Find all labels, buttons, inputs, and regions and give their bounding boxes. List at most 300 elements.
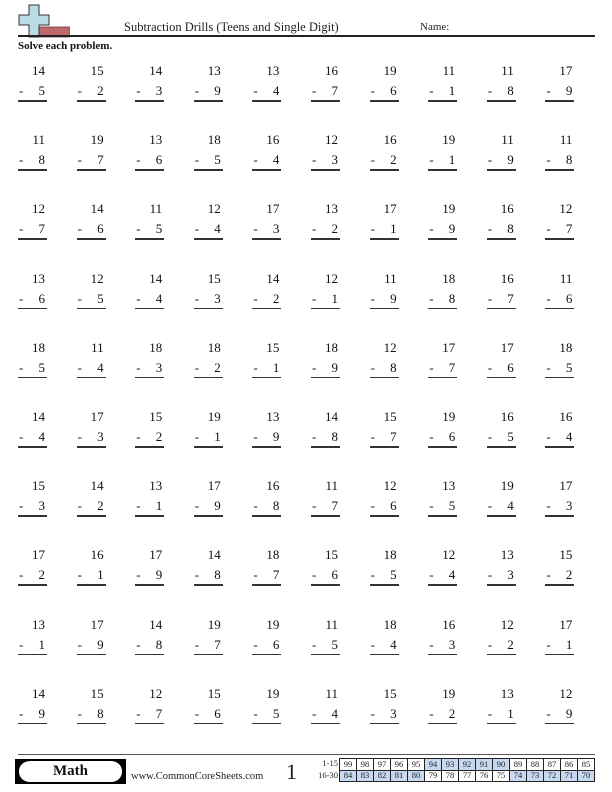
- subtrahend: 5: [272, 705, 280, 721]
- answer-line[interactable]: [77, 169, 106, 171]
- score-cell: 87: [544, 759, 561, 771]
- minus-sign: -: [487, 221, 493, 237]
- answer-line[interactable]: [487, 654, 516, 656]
- problem: [252, 548, 282, 596]
- subtrahend: 6: [390, 498, 397, 514]
- minuend: 17: [32, 547, 45, 563]
- score-cell: 86: [561, 759, 578, 771]
- minuend: 19: [442, 132, 456, 148]
- minuend: 12: [383, 339, 397, 355]
- subtrahend: 6: [390, 83, 397, 98]
- minuend: 15: [266, 339, 280, 355]
- problem: [545, 548, 575, 596]
- minuend: 12: [32, 201, 45, 217]
- answer-line[interactable]: [487, 169, 516, 171]
- problem: [428, 479, 458, 527]
- answer-line[interactable]: [194, 584, 223, 586]
- problem: [487, 410, 517, 458]
- subtrahend: 7: [390, 429, 397, 444]
- answer-line[interactable]: [18, 238, 47, 240]
- minuend: 12: [207, 201, 221, 217]
- subtrahend: 4: [272, 152, 280, 168]
- answer-line[interactable]: [370, 584, 399, 586]
- answer-line[interactable]: [77, 515, 106, 517]
- answer-line[interactable]: [77, 100, 106, 102]
- minuend: 19: [500, 478, 514, 494]
- answer-line[interactable]: [18, 446, 47, 448]
- instructions: Solve each problem.: [18, 40, 113, 52]
- answer-line[interactable]: [194, 169, 223, 171]
- answer-line[interactable]: [135, 100, 164, 102]
- answer-line[interactable]: [311, 377, 340, 379]
- minus-sign: -: [253, 152, 258, 168]
- answer-line[interactable]: [18, 169, 47, 171]
- problem: [135, 272, 165, 320]
- problem: [311, 64, 341, 112]
- answer-line[interactable]: [311, 446, 340, 448]
- answer-line[interactable]: [487, 377, 516, 379]
- problem: [311, 548, 341, 596]
- answer-line[interactable]: [370, 308, 399, 310]
- answer-line[interactable]: [252, 238, 281, 240]
- minuend: 17: [559, 63, 573, 78]
- subtrahend: 2: [331, 221, 338, 237]
- math-pill: [19, 761, 122, 782]
- answer-line[interactable]: [428, 377, 457, 379]
- minuend: 18: [207, 339, 221, 355]
- answer-line[interactable]: [135, 723, 164, 725]
- subtrahend: 2: [448, 705, 456, 721]
- problem: [135, 479, 165, 527]
- subtrahend: 9: [214, 498, 221, 514]
- answer-line[interactable]: [428, 238, 457, 240]
- minus-sign: -: [370, 290, 375, 306]
- answer-line[interactable]: [194, 100, 223, 102]
- problem: [545, 618, 575, 666]
- answer-line[interactable]: [18, 515, 47, 517]
- minus-sign: -: [77, 221, 82, 237]
- minuend: 11: [91, 339, 104, 355]
- answer-line[interactable]: [194, 654, 223, 656]
- subtrahend: 3: [565, 498, 573, 514]
- answer-line[interactable]: [487, 100, 516, 102]
- subtrahend: 4: [448, 567, 456, 583]
- problem: [487, 618, 517, 666]
- minus-sign: -: [19, 705, 24, 721]
- subtrahend: 9: [331, 359, 338, 375]
- subtrahend: 1: [390, 221, 397, 237]
- subtrahend: 7: [448, 359, 456, 375]
- subtrahend: 9: [155, 567, 163, 583]
- answer-line[interactable]: [135, 584, 164, 586]
- answer-line[interactable]: [487, 723, 516, 725]
- problem: [487, 202, 517, 250]
- answer-line[interactable]: [370, 377, 399, 379]
- answer-line[interactable]: [428, 169, 457, 171]
- minus-sign: -: [77, 290, 82, 306]
- minus-sign: -: [194, 290, 200, 306]
- subtrahend: 8: [38, 152, 45, 168]
- answer-line[interactable]: [311, 238, 340, 240]
- answer-line[interactable]: [370, 446, 399, 448]
- answer-line[interactable]: [77, 446, 106, 448]
- subtrahend: 7: [272, 567, 280, 583]
- minus-sign: -: [312, 83, 317, 98]
- subtrahend: 4: [507, 498, 514, 514]
- minuend: 14: [325, 409, 338, 424]
- name-field-label: Name:: [420, 21, 450, 33]
- score-cell: 81: [391, 770, 408, 782]
- minuend: 15: [149, 409, 163, 424]
- minus-sign: -: [136, 152, 141, 168]
- answer-line[interactable]: [311, 723, 340, 725]
- answer-line[interactable]: [487, 584, 516, 586]
- subtrahend: 7: [155, 705, 163, 721]
- answer-line[interactable]: [135, 654, 164, 656]
- score-row-labels: [312, 758, 338, 781]
- answer-line[interactable]: [428, 723, 457, 725]
- minus-sign: -: [77, 152, 82, 168]
- subtrahend: 5: [448, 498, 456, 514]
- minus-sign: -: [487, 498, 493, 514]
- score-cell: 84: [340, 770, 357, 782]
- problem: [487, 341, 517, 389]
- answer-line[interactable]: [428, 446, 457, 448]
- minus-sign: -: [312, 359, 317, 375]
- answer-line[interactable]: [545, 723, 574, 725]
- answer-line[interactable]: [135, 446, 164, 448]
- minuend: 13: [442, 478, 456, 494]
- minuend: 18: [325, 339, 338, 355]
- answer-line[interactable]: [370, 100, 399, 102]
- answer-line[interactable]: [252, 515, 281, 517]
- minus-sign: -: [19, 498, 24, 514]
- minus-sign: -: [136, 636, 141, 652]
- answer-line[interactable]: [77, 238, 106, 240]
- minuend: 16: [500, 409, 514, 424]
- subtrahend: 3: [155, 83, 163, 98]
- subtrahend: 8: [155, 636, 163, 652]
- answer-line[interactable]: [370, 169, 399, 171]
- answer-line[interactable]: [311, 308, 340, 310]
- minus-sign: -: [253, 636, 258, 652]
- problem: [135, 64, 165, 112]
- minuend: 17: [500, 339, 514, 355]
- minuend: 19: [442, 409, 456, 424]
- subtrahend: 7: [38, 221, 45, 237]
- minus-sign: -: [370, 705, 375, 721]
- subtrahend: 2: [272, 290, 280, 306]
- problem: [370, 341, 400, 389]
- minus-sign: -: [77, 359, 82, 375]
- minuend: 11: [501, 63, 514, 78]
- answer-line[interactable]: [311, 100, 340, 102]
- problem: [194, 687, 224, 735]
- subtrahend: 4: [565, 429, 573, 444]
- answer-line[interactable]: [18, 723, 47, 725]
- minuend: 13: [500, 547, 514, 563]
- minuend: 13: [266, 63, 280, 78]
- answer-line[interactable]: [545, 238, 574, 240]
- minuend: 13: [266, 409, 280, 424]
- problem: [194, 64, 224, 112]
- minus-sign: -: [370, 429, 375, 444]
- subtrahend: 6: [272, 636, 280, 652]
- minuend: 13: [207, 63, 221, 78]
- minus-sign: -: [312, 498, 317, 514]
- answer-line[interactable]: [252, 100, 281, 102]
- answer-line[interactable]: [252, 584, 281, 586]
- minus-sign: -: [546, 359, 551, 375]
- answer-line[interactable]: [487, 446, 516, 448]
- score-cell: 96: [391, 759, 408, 771]
- answer-line[interactable]: [487, 515, 516, 517]
- minus-sign: -: [19, 636, 24, 652]
- problem: [18, 548, 48, 596]
- score-row-label: 16-30: [318, 769, 338, 780]
- minus-sign: -: [312, 429, 317, 444]
- subtrahend: 8: [97, 705, 104, 721]
- score-cell: 90: [493, 759, 510, 771]
- minuend: 17: [90, 616, 104, 632]
- problem: [545, 341, 575, 389]
- answer-line[interactable]: [545, 654, 574, 656]
- answer-line[interactable]: [135, 169, 164, 171]
- minus-sign: -: [370, 567, 375, 583]
- minus-sign: -: [253, 83, 258, 98]
- problem: [135, 618, 165, 666]
- problem: [370, 410, 400, 458]
- minuend: 18: [383, 547, 397, 563]
- minus-sign: -: [77, 636, 82, 652]
- subtrahend: 7: [97, 152, 104, 168]
- minuend: 17: [559, 616, 573, 632]
- minuend: 15: [90, 685, 104, 701]
- answer-line[interactable]: [370, 723, 399, 725]
- minuend: 15: [383, 685, 397, 701]
- minus-sign: -: [370, 359, 375, 375]
- answer-line[interactable]: [77, 723, 106, 725]
- answer-line[interactable]: [545, 446, 574, 448]
- answer-line[interactable]: [77, 377, 106, 379]
- score-cell: 79: [425, 770, 442, 782]
- minuend: 11: [384, 270, 397, 286]
- answer-line[interactable]: [194, 308, 223, 310]
- answer-line[interactable]: [194, 446, 223, 448]
- answer-line[interactable]: [487, 308, 516, 310]
- answer-line[interactable]: [428, 515, 457, 517]
- problem: [428, 64, 458, 112]
- subtrahend: 8: [507, 83, 514, 98]
- subtrahend: 3: [272, 221, 280, 237]
- answer-line[interactable]: [487, 238, 516, 240]
- answer-line[interactable]: [135, 308, 164, 310]
- minus-sign: -: [136, 567, 141, 583]
- minuend: 17: [442, 339, 456, 355]
- answer-line[interactable]: [194, 515, 223, 517]
- minuend: 19: [442, 201, 456, 217]
- problem: [545, 687, 575, 735]
- minus-sign: -: [194, 498, 200, 514]
- problem: [77, 548, 107, 596]
- subtrahend: 8: [565, 152, 573, 168]
- answer-line[interactable]: [18, 654, 47, 656]
- minus-sign: -: [19, 83, 24, 98]
- minus-sign: -: [19, 429, 24, 444]
- answer-line[interactable]: [545, 515, 574, 517]
- score-row-label: 1-15: [322, 758, 338, 768]
- answer-line[interactable]: [18, 377, 47, 379]
- minuend: 14: [32, 685, 45, 701]
- answer-line[interactable]: [311, 515, 340, 517]
- subtrahend: 8: [272, 498, 280, 514]
- minus-sign: -: [136, 290, 141, 306]
- answer-line[interactable]: [194, 238, 223, 240]
- answer-line[interactable]: [135, 377, 164, 379]
- problem: [252, 272, 282, 320]
- score-cell: 78: [442, 770, 459, 782]
- answer-line[interactable]: [428, 584, 457, 586]
- subtrahend: 8: [214, 567, 221, 583]
- answer-line[interactable]: [311, 654, 340, 656]
- minuend: 16: [325, 63, 338, 78]
- minus-sign: -: [370, 152, 375, 168]
- subtrahend: 1: [214, 429, 221, 444]
- answer-line[interactable]: [18, 100, 47, 102]
- subtrahend: 9: [507, 152, 514, 168]
- minus-sign: -: [429, 152, 434, 168]
- problem: [18, 133, 48, 181]
- score-cell: 75: [493, 770, 510, 782]
- minuend: 13: [325, 201, 338, 217]
- minuend: 16: [500, 201, 514, 217]
- answer-line[interactable]: [77, 584, 106, 586]
- minus-sign: -: [19, 567, 24, 583]
- minus-sign: -: [312, 705, 317, 721]
- answer-line[interactable]: [370, 515, 399, 517]
- answer-line[interactable]: [370, 654, 399, 656]
- subtrahend: 2: [38, 567, 45, 583]
- minus-sign: -: [194, 636, 200, 652]
- problem: [370, 272, 400, 320]
- answer-line[interactable]: [77, 654, 106, 656]
- subtrahend: 9: [565, 83, 573, 98]
- minus-sign: -: [19, 221, 24, 237]
- minus-sign: -: [77, 705, 82, 721]
- subtrahend: 9: [448, 221, 456, 237]
- problem: [252, 618, 282, 666]
- subtrahend: 4: [272, 83, 280, 98]
- minuend: 17: [266, 201, 280, 217]
- answer-line[interactable]: [135, 515, 164, 517]
- answer-line[interactable]: [252, 308, 281, 310]
- minuend: 19: [442, 685, 456, 701]
- problem: [545, 479, 575, 527]
- problem: [428, 272, 458, 320]
- subtrahend: 3: [331, 152, 338, 168]
- problem: [487, 64, 517, 112]
- score-cell: 71: [561, 770, 578, 782]
- subtrahend: 8: [331, 429, 338, 444]
- minuend: 15: [559, 547, 573, 563]
- score-cell: 99: [340, 759, 357, 771]
- minus-sign: -: [194, 429, 200, 444]
- answer-line[interactable]: [194, 377, 223, 379]
- answer-line[interactable]: [311, 584, 340, 586]
- answer-line[interactable]: [428, 654, 457, 656]
- answer-line[interactable]: [545, 100, 574, 102]
- answer-line[interactable]: [311, 169, 340, 171]
- subtrahend: 3: [38, 498, 45, 514]
- minuend: 12: [500, 616, 514, 632]
- score-cell: 70: [578, 770, 595, 782]
- answer-line[interactable]: [545, 169, 574, 171]
- minuend: 19: [266, 616, 280, 632]
- minus-sign: -: [77, 498, 82, 514]
- subtrahend: 5: [155, 221, 163, 237]
- problem: [252, 64, 282, 112]
- math-badge: [15, 759, 126, 784]
- minuend: 19: [207, 409, 221, 424]
- minus-sign: -: [546, 290, 551, 306]
- minus-sign: -: [546, 567, 551, 583]
- minuend: 13: [32, 616, 45, 632]
- problem: [428, 133, 458, 181]
- answer-line[interactable]: [18, 308, 47, 310]
- problem: [77, 272, 107, 320]
- minus-sign: -: [194, 152, 200, 168]
- minuend: 17: [149, 547, 163, 563]
- problem: [487, 272, 517, 320]
- answer-line[interactable]: [135, 238, 164, 240]
- minuend: 12: [325, 270, 338, 286]
- subtrahend: 5: [390, 567, 397, 583]
- answer-line[interactable]: [428, 100, 457, 102]
- answer-line[interactable]: [252, 377, 281, 379]
- answer-line[interactable]: [252, 446, 281, 448]
- minus-sign: -: [312, 221, 317, 237]
- minuend: 17: [383, 201, 397, 217]
- problem: [311, 687, 341, 735]
- minuend: 18: [32, 339, 45, 355]
- answer-line[interactable]: [252, 169, 281, 171]
- problem: [252, 202, 282, 250]
- minus-sign: -: [77, 83, 82, 98]
- answer-line[interactable]: [18, 584, 47, 586]
- answer-line[interactable]: [77, 308, 106, 310]
- minus-sign: -: [487, 567, 493, 583]
- minus-sign: -: [487, 705, 493, 721]
- answer-line[interactable]: [545, 377, 574, 379]
- problem: [370, 64, 400, 112]
- answer-line[interactable]: [252, 723, 281, 725]
- minus-sign: -: [370, 221, 375, 237]
- minuend: 18: [559, 339, 573, 355]
- minus-sign: -: [487, 429, 493, 444]
- minuend: 18: [383, 616, 397, 632]
- problem: [370, 202, 400, 250]
- answer-line[interactable]: [545, 308, 574, 310]
- minus-sign: -: [136, 429, 141, 444]
- score-cell: 98: [357, 759, 374, 771]
- answer-line[interactable]: [252, 654, 281, 656]
- answer-line[interactable]: [428, 308, 457, 310]
- minuend: 16: [266, 132, 280, 148]
- answer-line[interactable]: [545, 584, 574, 586]
- score-cell: 97: [374, 759, 391, 771]
- answer-line[interactable]: [370, 238, 399, 240]
- answer-line[interactable]: [194, 723, 223, 725]
